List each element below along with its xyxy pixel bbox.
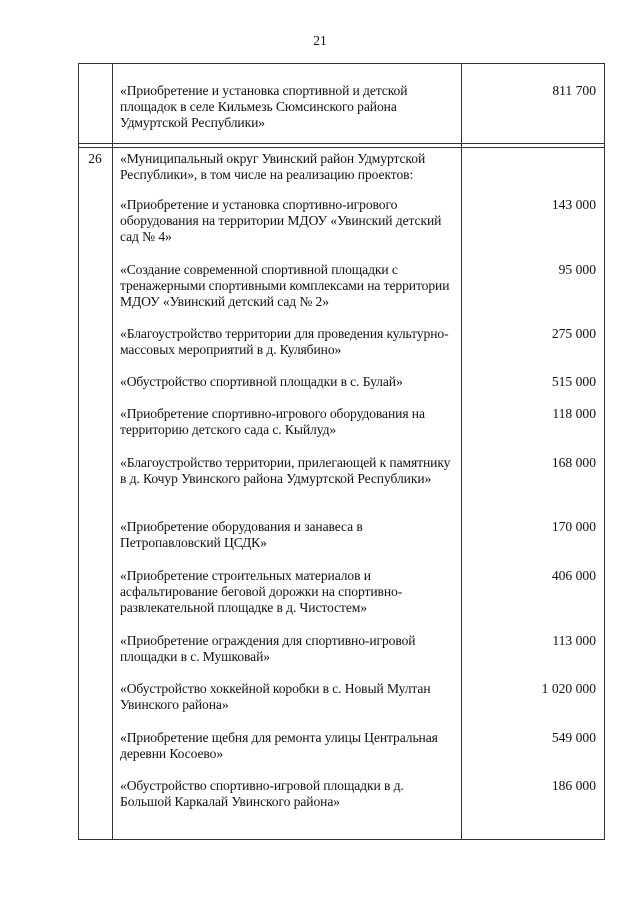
project-text: «Благоустройство территории, прилегающей к памятнику в д. Кочур Увинского района Удмуртской Республики» (120, 455, 451, 487)
project-amount: 143 000 (551, 197, 596, 212)
table-row-divider (78, 143, 605, 144)
table-column-divider (112, 63, 113, 840)
project-amount: 168 000 (551, 455, 596, 470)
project-amount: 170 000 (551, 519, 596, 534)
project-text: «Приобретение спортивно-игрового оборудования на территорию детского сада с. Кыйлуд» (120, 406, 425, 438)
project-amount: 1 020 000 (541, 681, 596, 696)
project-amount: 515 000 (551, 374, 596, 389)
project-text: «Благоустройство территории для проведения культурно-массовых мероприятий в д. Кулябино» (120, 326, 449, 358)
project-text: «Приобретение строительных материалов и асфальтирование беговой дорожки на спортивно-развлекательной площадке в д. Чистостем» (120, 568, 403, 616)
continued-item-text: «Приобретение и установка спортивной и детской площадок в селе Кильмезь Сюмсинского района Удмуртской Республики» (120, 83, 408, 131)
continued-item-amount: 811 700 (552, 83, 596, 98)
municipality-title: «Муниципальный округ Увинский район Удмуртской Республики», в том числе на реализацию проектов: (120, 151, 426, 183)
table-row-divider (78, 147, 605, 148)
project-amount: 118 000 (552, 406, 596, 421)
project-amount: 406 000 (551, 568, 596, 583)
project-text: «Приобретение и установка спортивно-игрового оборудования на территории МДОУ «Увинский детский сад № 4» (120, 197, 442, 245)
project-amount: 95 000 (558, 262, 596, 277)
project-amount: 186 000 (551, 778, 596, 793)
project-text: «Обустройство спортивной площадки в с. Булай» (120, 374, 403, 389)
table-column-divider (461, 63, 462, 840)
project-text: «Приобретение щебня для ремонта улицы Центральная деревни Косоево» (120, 730, 438, 762)
project-text: «Приобретение оборудования и занавеса в Петропавловский ЦСДК» (120, 519, 363, 551)
row-number: 26 (88, 151, 102, 166)
project-amount: 275 000 (551, 326, 596, 341)
project-amount: 549 000 (551, 730, 596, 745)
page-number: 21 (313, 33, 327, 48)
project-amount: 113 000 (552, 633, 596, 648)
project-text: «Обустройство хоккейной коробки в с. Новый Мултан Увинского района» (120, 681, 431, 713)
project-text: «Обустройство спортивно-игровой площадки в д. Большой Каркалай Увинского района» (120, 778, 404, 810)
project-text: «Создание современной спортивной площадки с тренажерными спортивными комплексами на территории МДОУ «Увинский детский сад № 2» (120, 262, 450, 310)
project-text: «Приобретение ограждения для спортивно-игровой площадки в с. Мушковай» (120, 633, 416, 665)
